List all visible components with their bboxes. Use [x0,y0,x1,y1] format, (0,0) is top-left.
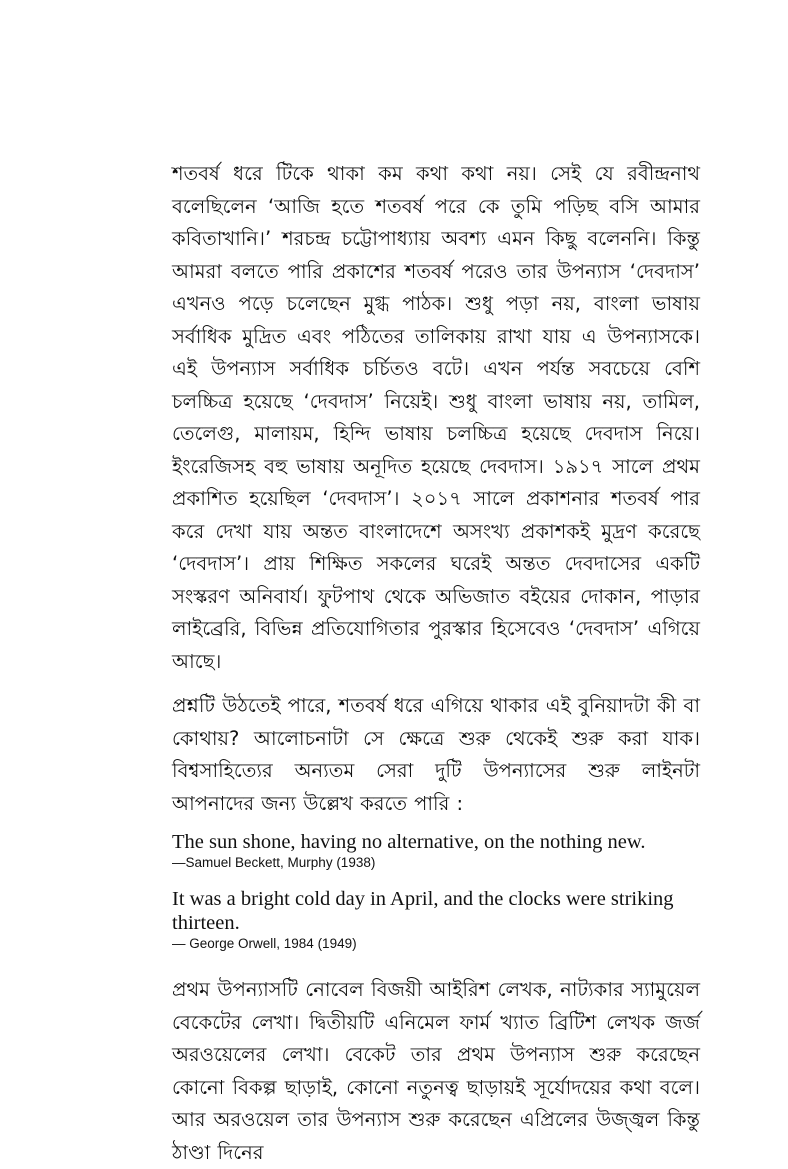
text-column [172,158,700,1169]
quote-orwell [172,887,700,952]
quote-text: The sun shone, having no alternative, on the nothing new. [172,831,646,853]
quote-beckett [172,830,700,871]
quote-text: It was a bright cold day in April, and the clocks were striking thirteen. [172,888,674,934]
paragraph-devdas-centenary: শতবর্ষ ধরে টিকে থাকা কম কথা কথা নয়। সেই যে রবীন্দ্রনাথ বলেছিলেন ‘আজি হতে শতবর্ষ পরে কে তুমি পড়িছ বসি আমার কবিতাখানি।’ শরচন্দ্র চট্টোপাধ্যায় অবশ্য এমন কিছু বলেননি। কিন্তু আমরা বলতে পারি প্রকাশের শতবর্ষ পরেও তার উপন্যাস ‘দেবদাস’ এখনও পড়ে চলেছেন মুগ্ধ পাঠক। শুধু পড়া নয়, বাংলা ভাষায় সর্বাধিক মুদ্রিত এবং পঠিতের তালিকায় রাখা যায় এ উপন্যাসকে। এই উপন্যাস সর্বাধিক চর্চিতও বটে। এখন পর্যন্ত সবচেয়ে বেশি চলচ্চিত্র হয়েছে ‘দেবদাস’ নিয়েই। শুধু বাংলা ভাষায় নয়, তামিল, তেলেগু, মালায়ম, হিন্দি ভাষায় চলচ্চিত্র হয়েছে দেবদাস নিয়ে। ইংরেজিসহ বহু ভাষায় অনূদিত হয়েছে দেবদাস। ১৯১৭ সালে প্রথম প্রকাশিত হয়েছিল ‘দেবদাস’। ২০১৭ সালে প্রকাশনার শতবর্ষ পার করে দেখা যায় অন্তত বাংলাদেশে অসংখ্য প্রকাশকই মুদ্রণ করেছে ‘দেবদাস’। প্রায় শিক্ষিত সকলের ঘরেই অন্তত দেবদাসের একটি সংস্করণ অনিবার্য। ফুটপাথ থেকে অভিজাত বইয়ের দোকান, পাড়ার লাইব্রেরি, বিভিন্ন প্রতিযোগিতার পুরস্কার হিসেবেও ‘দেবদাস’ এগিয়ে আছে। [172,162,700,673]
quote-citation: — George Orwell, 1984 (1949) [172,936,357,951]
quote-citation: —Samuel Beckett, Murphy (1938) [172,855,376,870]
paragraph-question: প্রশ্নটি উঠতেই পারে, শতবর্ষ ধরে এগিয়ে থাকার এই বুনিয়াদটা কী বা কোথায়? আলোচনাটা সে ক্ষেত্রে শুরু থেকেই শুরু করা যাক। বিশ্বসাহিত্যের অন্যতম সেরা দুটি উপন্যাসের শুরু লাইনটা আপনাদের জন্য উল্লেখ করতে পারি : [172,694,700,815]
paragraph-analysis: প্রথম উপন্যাসটি নোবেল বিজয়ী আইরিশ লেখক, নাট্যকার স্যামুয়েল বেকেটের লেখা। দ্বিতীয়টি এনিমেল ফার্ম খ্যাত ব্রিটিশ লেখক জর্জ অরওয়েলের লেখা। বেকেট তার প্রথম উপন্যাস শুরু করেছেন কোনো বিকল্প ছাড়াই, কোনো নতুনত্ব ছাড়ায়ই সূর্যোদয়ের কথা বলে। আর অরওয়েল তার উপন্যাস শুরু করেছেন এপ্রিলের উজ্জ্বল কিন্তু ঠাণ্ডা দিনের [172,978,700,1164]
